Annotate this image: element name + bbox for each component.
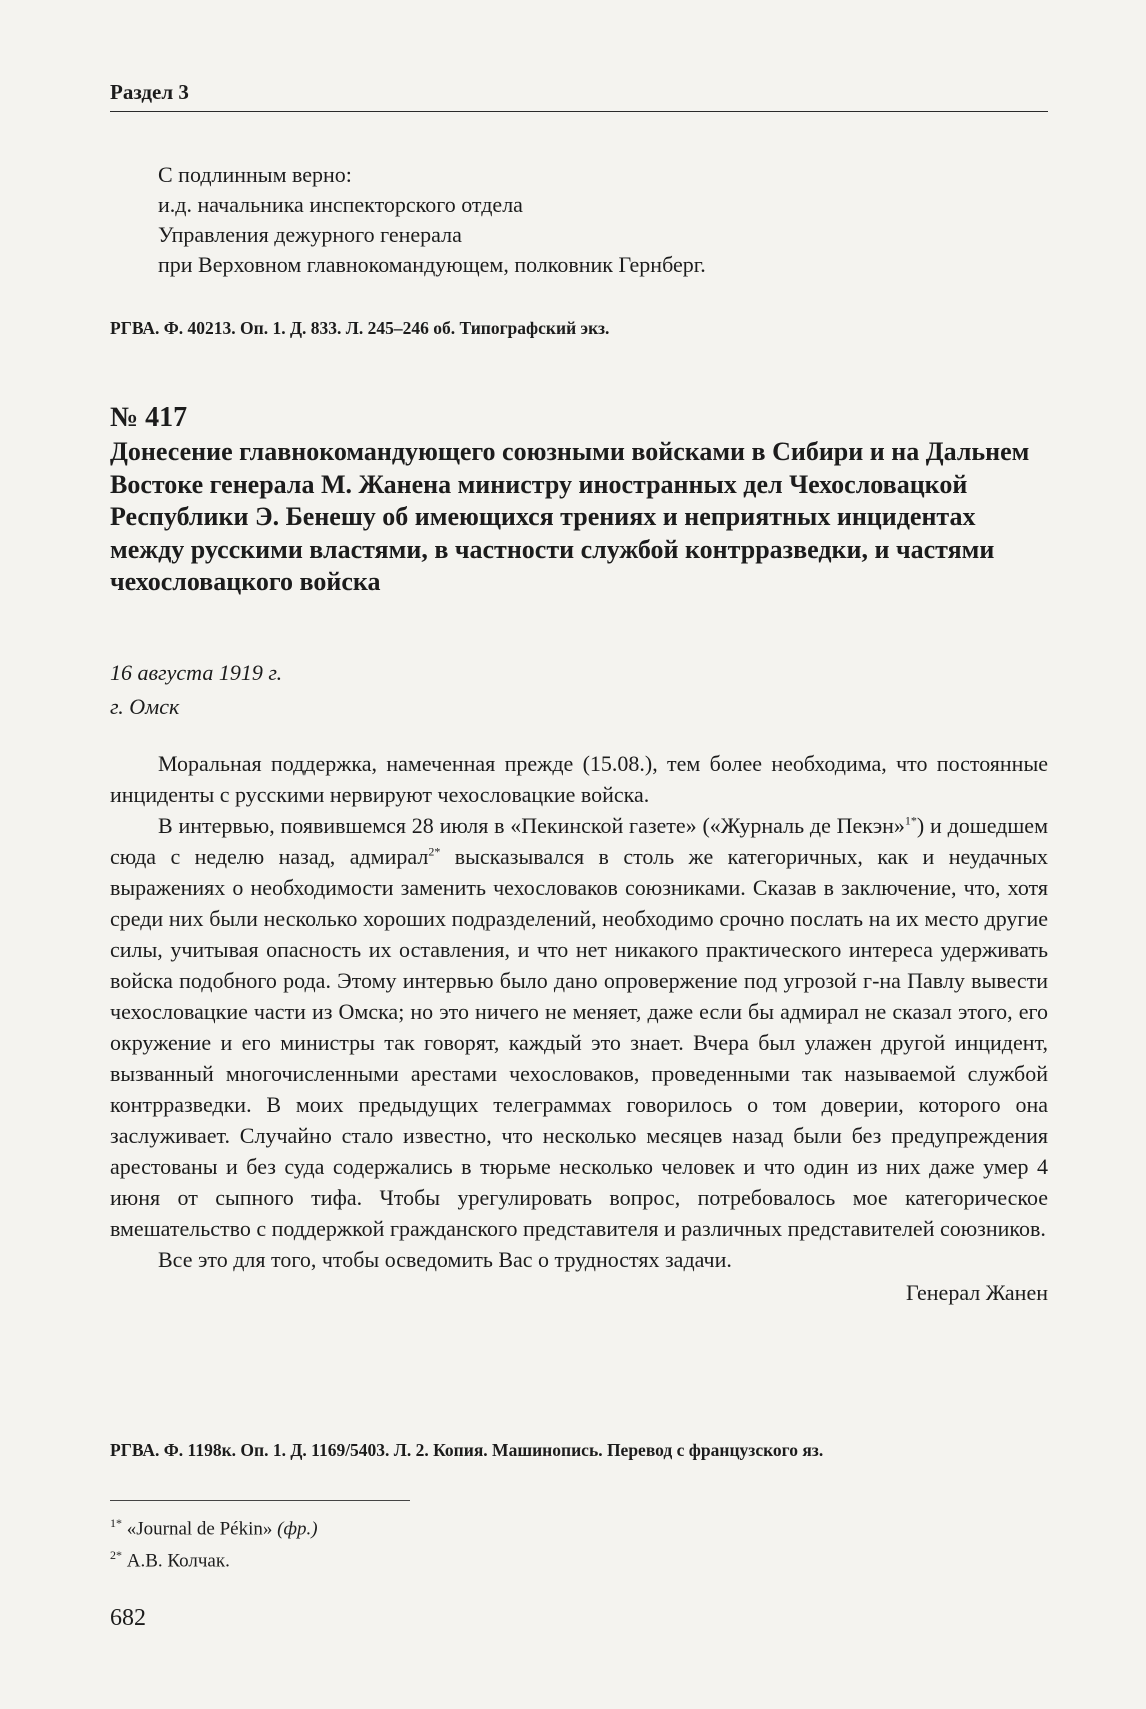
document-number: № 417 (110, 402, 188, 433)
section-header: Раздел 3 (110, 80, 1048, 112)
paragraph: Все это для того, чтобы осведомить Вас о трудностях задачи. (158, 1247, 732, 1272)
footnotes (110, 1510, 318, 1575)
document-date: 16 августа 1919 г. (110, 660, 283, 685)
footnote-language: (фр.) (277, 1518, 318, 1540)
document-place: г. Омск (110, 694, 180, 719)
certification-line: и.д. начальника инспекторского отдела (158, 192, 523, 217)
text-run: В интервью, появившемся 28 июля в «Пекинской газете» («Журналь де Пекэн» (158, 813, 905, 838)
archive-source-reference: РГВА. Ф. 40213. Оп. 1. Д. 833. Л. 245–246 об. Типографский экз. (110, 318, 610, 338)
page-number: 682 (110, 1605, 146, 1631)
footnote-divider (110, 1500, 410, 1501)
signature: Генерал Жанен (905, 1280, 1048, 1305)
page (110, 0, 1048, 1709)
document-body (110, 748, 1048, 1308)
footnote-text: «Journal de Pékin» (126, 1518, 273, 1540)
archive-source-reference: РГВА. Ф. 1198к. Оп. 1. Д. 1169/5403. Л. 2. Копия. Машинопись. Перевод с французского яз. (110, 1440, 824, 1460)
footnote-mark: 2* (110, 1548, 122, 1563)
footnote-mark: 1* (110, 1516, 122, 1530)
text-run: высказывался в столь же категоричных, как и неудачных выражениях о необходимости заменить чехословаков союзниками. Сказав в заключение, что, хотя среди них были несколько хороших подразделений, необходимо срочно послать на их место другие силы, учитывая опасность их оставления, и что нет никакого практического интереса удерживать войска подобного рода. Этому интервью было дано опровержение под угрозой г-на Павлу вывести чехословацкие части из Омска; но это ничего не меняет, даже если бы адмирал не сказал этого, его окружение и его министры так говорят, каждый это знает. Вчера был улажен другой инцидент, вызванный многочисленными арестами чехословаков, проведенными так называемой службой контрразведки. В моих предыдущих телеграммах говорилось о том доверии, которого она заслуживает. Случайно стало известно, что несколько месяцев назад были без предупреждения арестованы и без суда содержались в тюрьме несколько человек и что один из них даже умер 4 июня от сыпного тифа. Чтобы урегулировать вопрос, потребовалось мое категорическое вмешательство с поддержкой гражданского представителя и различных представителей союзников. (110, 844, 1049, 1241)
certification-block (158, 160, 706, 280)
certification-line: при Верховном главнокомандующем, полковник Гернберг. (158, 252, 706, 277)
certification-line: С подлинным верно: (158, 162, 352, 187)
footnote-ref: 2* (428, 844, 441, 859)
footnote-text: А.В. Колчак. (126, 1550, 230, 1572)
footnote-ref: 1* (904, 813, 917, 828)
footnote (110, 1542, 318, 1574)
document-title: Донесение главнокомандующего союзными войсками в Сибири и на Дальнем Востоке генерала М. Жанена министру иностранных дел Чехословацкой Республики Э. Бенешу об имеющихся трениях и неприятных инцидентах между русскими властями, в частности службой контрразведки, и частями чехословацкого войска (110, 437, 1030, 596)
certification-line: Управления дежурного генерала (158, 222, 462, 247)
text-run: ) и дошедшем сюда с неделю назад, адмирал (110, 813, 1048, 869)
footnote (110, 1510, 318, 1542)
paragraph: Моральная поддержка, намеченная прежде (15.08.), тем более необходима, что постоянные инциденты с русскими нервируют чехословацкие войска. (110, 751, 1048, 807)
paragraph (110, 810, 1048, 1244)
